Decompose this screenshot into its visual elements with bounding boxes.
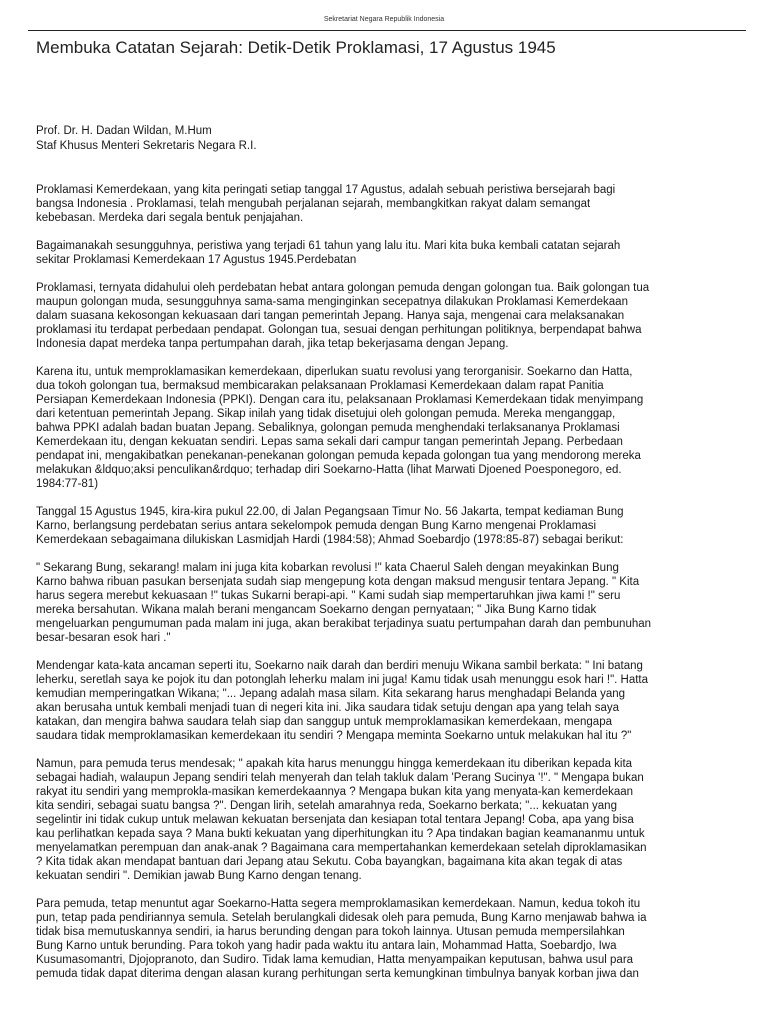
author-role: Staf Khusus Menteri Sekretaris Negara R.I. bbox=[36, 140, 257, 152]
paragraph: Karena itu, untuk memproklamasikan kemerdekaan, diperlukan suatu revolusi yang terorganisir. Soekarno dan Hatta, dua tokoh golongan tua, bermaksud membicarakan pelaksanaan Proklamasi Kemerdekaan dalam rapat Panitia Persiapan Kemerdekaan Indonesia (PPKI). Dengan cara itu, pelaksanaan Proklamasi Kemerdekaan tidak menyimpang dari ketentuan pemerintah Jepang. Sikap inilah yang tidak disetujui oleh golongan pemuda. Mereka menganggap, bahwa PPKI adalah badan buatan Jepang. Sebaliknya, golongan pemuda menghendaki terlaksananya Proklamasi Kemerdekaan itu, dengan kekuatan sendiri. Lepas sama sekali dari campur tangan pemerintah Jepang. Perbedaan pendapat ini, mengakibatkan penekanan-penekanan golongan pemuda kepada golongan tua yang mendorong mereka melakukan &ldquo;aksi penculikan&rdquo; terhadap diri Soekarno-Hatta (lihat Marwati Djoened Poesponegoro, ed. 1984:77-81) bbox=[36, 366, 644, 490]
paragraph: Proklamasi Kemerdekaan, yang kita peringati setiap tanggal 17 Agustus, adalah sebuah peristiwa bersejarah bagi bangsa Indonesia . Proklamasi, telah mengubah perjalanan sejarah, membangkitkan rakyat dalam semangat kebebasan. Merdeka dari segala bentuk penjajahan. bbox=[36, 184, 616, 224]
header-divider bbox=[28, 30, 746, 31]
running-header: Sekretariat Negara Republik Indonesia bbox=[323, 16, 445, 23]
article-body bbox=[36, 183, 746, 995]
paragraph: " Sekarang Bung, sekarang! malam ini juga kita kobarkan revolusi !" kata Chaerul Saleh dengan meyakinkan Bung Karno bahwa ribuan pasukan bersenjata sudah siap mengepung kota dengan maksud mengusir tentara Jepang. " Kita harus segera merebut kekuasaan !" tukas Sukarni berapi-api. " Kami sudah siap mempertaruhkan jiwa kami !" seru mereka bersahutan. Wikana malah berani mengancam Soekarno dengan pernyataan; " Jika Bung Karno tidak mengeluarkan pengumuman pada malam ini juga, akan berakibat terjadinya suatu pertumpahan darah dan pembunuhan besar-besaran esok hari ." bbox=[36, 562, 652, 644]
paragraph: Tanggal 15 Agustus 1945, kira-kira pukul 22.00, di Jalan Pegangsaan Timur No. 56 Jakarta, tempat kediaman Bung Karno, berlangsung perdebatan serius antara sekelompok pemuda dengan Bung Karno mengenai Proklamasi Kemerdekaan sebagaimana dilukiskan Lasmidjah Hardi (1984:58); Ahmad Soebardjo (1978:85-87) sebagai berikut: bbox=[36, 506, 624, 546]
paragraph: Para pemuda, tetap menuntut agar Soekarno-Hatta segera memproklamasikan kemerdekaan. Namun, kedua tokoh itu pun, tetap pada pendiriannya semula. Setelah berulangkali didesak oleh para pemuda, Bung Karno menjawab bahwa ia tidak bisa memutuskannya sendiri, ia harus berunding dengan para tokoh lainnya. Utusan pemuda mempersilahkan Bung Karno untuk berunding. Para tokoh yang hadir pada waktu itu antara lain, Mohammad Hatta, Soebardjo, Iwa Kusumasomantri, Djojopranoto, dan Sudiro. Tidak lama kemudian, Hatta menyampaikan keputusan, bahwa usul para pemuda tidak dapat diterima dengan alasan kurang perhitungan serta kemungkinan timbulnya banyak korban jiwa dan bbox=[36, 898, 647, 980]
document-title: Membuka Catatan Sejarah: Detik-Detik Proklamasi, 17 Agustus 1945 bbox=[36, 38, 556, 57]
paragraph: Bagaimanakah sesungguhnya, peristiwa yang terjadi 61 tahun yang lalu itu. Mari kita buka kembali catatan sejarah sekitar Proklamasi Kemerdekaan 17 Agustus 1945.Perdebatan bbox=[36, 240, 621, 266]
author-block bbox=[36, 124, 257, 154]
paragraph: Proklamasi, ternyata didahului oleh perdebatan hebat antara golongan pemuda dengan golongan tua. Baik golongan tua maupun golongan muda, sesungguhnya sama-sama menginginkan secepatnya dilakukan Proklamasi Kemerdekaan dalam suasana kekosongan kekuasaan dari tangan pemerintah Jepang. Hanya saja, mengenai cara melaksanakan proklamasi itu terdapat perbedaan pendapat. Golongan tua, sesuai dengan perhitungan politiknya, berpendapat bahwa Indonesia dapat merdeka tanpa pertumpahan darah, jika tetap bekerjasama dengan Jepang. bbox=[36, 282, 650, 350]
paragraph: Namun, para pemuda terus mendesak; " apakah kita harus menunggu hingga kemerdekaan itu diberikan kepada kita sebagai hadiah, walaupun Jepang sendiri telah menyerah dan telah takluk dalam 'Perang Sucinya '!". " Mengapa bukan rakyat itu sendiri yang memprokla-masikan kemerdekaannya ? Mengapa bukan kita yang menyata-kan kemerdekaan kita sendiri, sebagai suatu bangsa ?". Dengan lirih, setelah amarahnya reda, Soekarno berkata; "... kekuatan yang segelintir ini tidak cukup untuk melawan kekuatan bersenjata dan kesiapan total tentara Jepang! Coba, apa yang bisa kau perlihatkan kepada saya ? Mana bukti kekuatan yang diperhitungkan itu ? Apa tindakan bagian keamananmu untuk menyelamatkan perempuan dan anak-anak ? Bagaimana cara mempertahankan kemerdekaan setelah diproklamasikan ? Kita tidak akan mendapat bantuan dari Jepang atau Sekutu. Coba bayangkan, bagaimana kita akan tegak di atas kekuatan sendiri ". Demikian jawab Bung Karno dengan tenang. bbox=[36, 758, 647, 882]
author-name: Prof. Dr. H. Dadan Wildan, M.Hum bbox=[36, 125, 212, 137]
paragraph: Mendengar kata-kata ancaman seperti itu, Soekarno naik darah dan berdiri menuju Wikana sambil berkata: " Ini batang leherku, seretlah saya ke pojok itu dan potonglah leherku malam ini juga! Kamu tidak usah menunggu esok hari !". Hatta kemudian memperingatkan Wikana; "... Jepang adalah masa silam. Kita sekarang harus menghadapi Belanda yang akan berusaha untuk kembali menjadi tuan di negeri kita ini. Jika saudara tidak setuju dengan apa yang telah saya katakan, dan mengira bahwa saudara telah siap dan sanggup untuk memproklamasikan kemerdekaan, mengapa saudara tidak memproklamasikan kemerdekaan itu sendiri ? Mengapa meminta Soekarno untuk melakukan hal itu ?" bbox=[36, 660, 649, 742]
